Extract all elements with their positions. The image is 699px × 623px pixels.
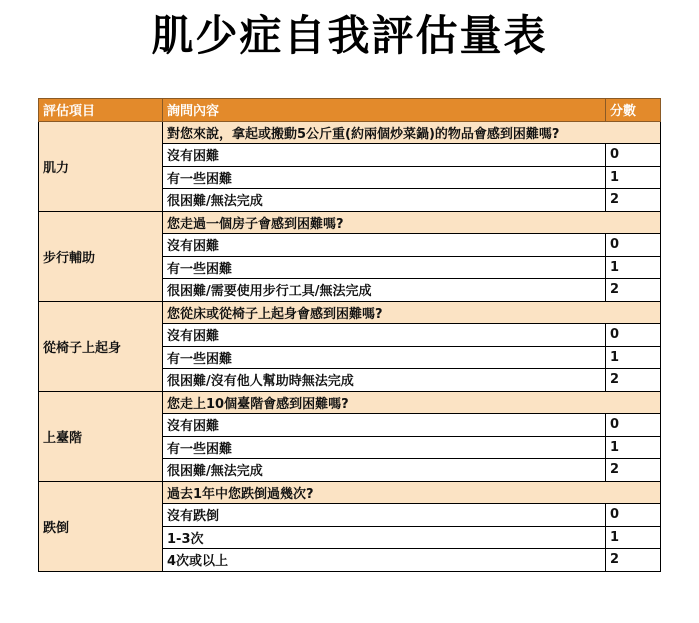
option-text: 沒有困難 bbox=[163, 324, 606, 347]
option-text: 1-3次 bbox=[163, 526, 606, 549]
option-score: 0 bbox=[606, 414, 661, 437]
question-cell: 您走上10個臺階會感到困難嗎? bbox=[163, 391, 661, 414]
question-cell: 過去1年中您跌倒過幾次? bbox=[163, 481, 661, 504]
option-text: 沒有困難 bbox=[163, 144, 606, 167]
header-item: 評估項目 bbox=[39, 99, 163, 122]
option-text: 很困難/無法完成 bbox=[163, 189, 606, 212]
option-score: 0 bbox=[606, 234, 661, 257]
question-cell: 您走過一個房子會感到困難嗎? bbox=[163, 211, 661, 234]
table-body bbox=[39, 121, 661, 571]
option-text: 有一些困難 bbox=[163, 346, 606, 369]
question-row bbox=[39, 391, 661, 414]
option-score: 2 bbox=[606, 369, 661, 392]
option-text: 有一些困難 bbox=[163, 166, 606, 189]
option-score: 2 bbox=[606, 549, 661, 572]
question-cell: 對您來說，拿起或搬動5公斤重(約兩個炒菜鍋)的物品會感到困難嗎? bbox=[163, 121, 661, 144]
option-score: 0 bbox=[606, 144, 661, 167]
header-row bbox=[39, 99, 661, 122]
option-text: 沒有跌倒 bbox=[163, 504, 606, 527]
option-score: 0 bbox=[606, 504, 661, 527]
option-score: 1 bbox=[606, 166, 661, 189]
assessment-table bbox=[38, 98, 661, 572]
page-title: 肌少症自我評估量表 bbox=[151, 11, 548, 60]
option-text: 有一些困難 bbox=[163, 256, 606, 279]
question-row bbox=[39, 211, 661, 234]
option-text: 很困難/沒有他人幫助時無法完成 bbox=[163, 369, 606, 392]
option-text: 有一些困難 bbox=[163, 436, 606, 459]
option-text: 很困難/需要使用步行工具/無法完成 bbox=[163, 279, 606, 302]
question-row bbox=[39, 121, 661, 144]
category-cell: 從椅子上起身 bbox=[39, 301, 163, 391]
category-cell: 跌倒 bbox=[39, 481, 163, 571]
option-score: 1 bbox=[606, 526, 661, 549]
header-content: 詢問內容 bbox=[163, 99, 606, 122]
option-text: 沒有困難 bbox=[163, 234, 606, 257]
option-score: 0 bbox=[606, 324, 661, 347]
option-text: 很困難/無法完成 bbox=[163, 459, 606, 482]
option-score: 1 bbox=[606, 436, 661, 459]
option-text: 沒有困難 bbox=[163, 414, 606, 437]
question-cell: 您從床或從椅子上起身會感到困難嗎? bbox=[163, 301, 661, 324]
category-cell: 步行輔助 bbox=[39, 211, 163, 301]
option-score: 2 bbox=[606, 459, 661, 482]
question-row bbox=[39, 301, 661, 324]
option-score: 2 bbox=[606, 189, 661, 212]
option-score: 1 bbox=[606, 256, 661, 279]
option-score: 2 bbox=[606, 279, 661, 302]
option-score: 1 bbox=[606, 346, 661, 369]
category-cell: 肌力 bbox=[39, 121, 163, 211]
category-cell: 上臺階 bbox=[39, 391, 163, 481]
option-text: 4次或以上 bbox=[163, 549, 606, 572]
header-score: 分數 bbox=[606, 99, 661, 122]
question-row bbox=[39, 481, 661, 504]
